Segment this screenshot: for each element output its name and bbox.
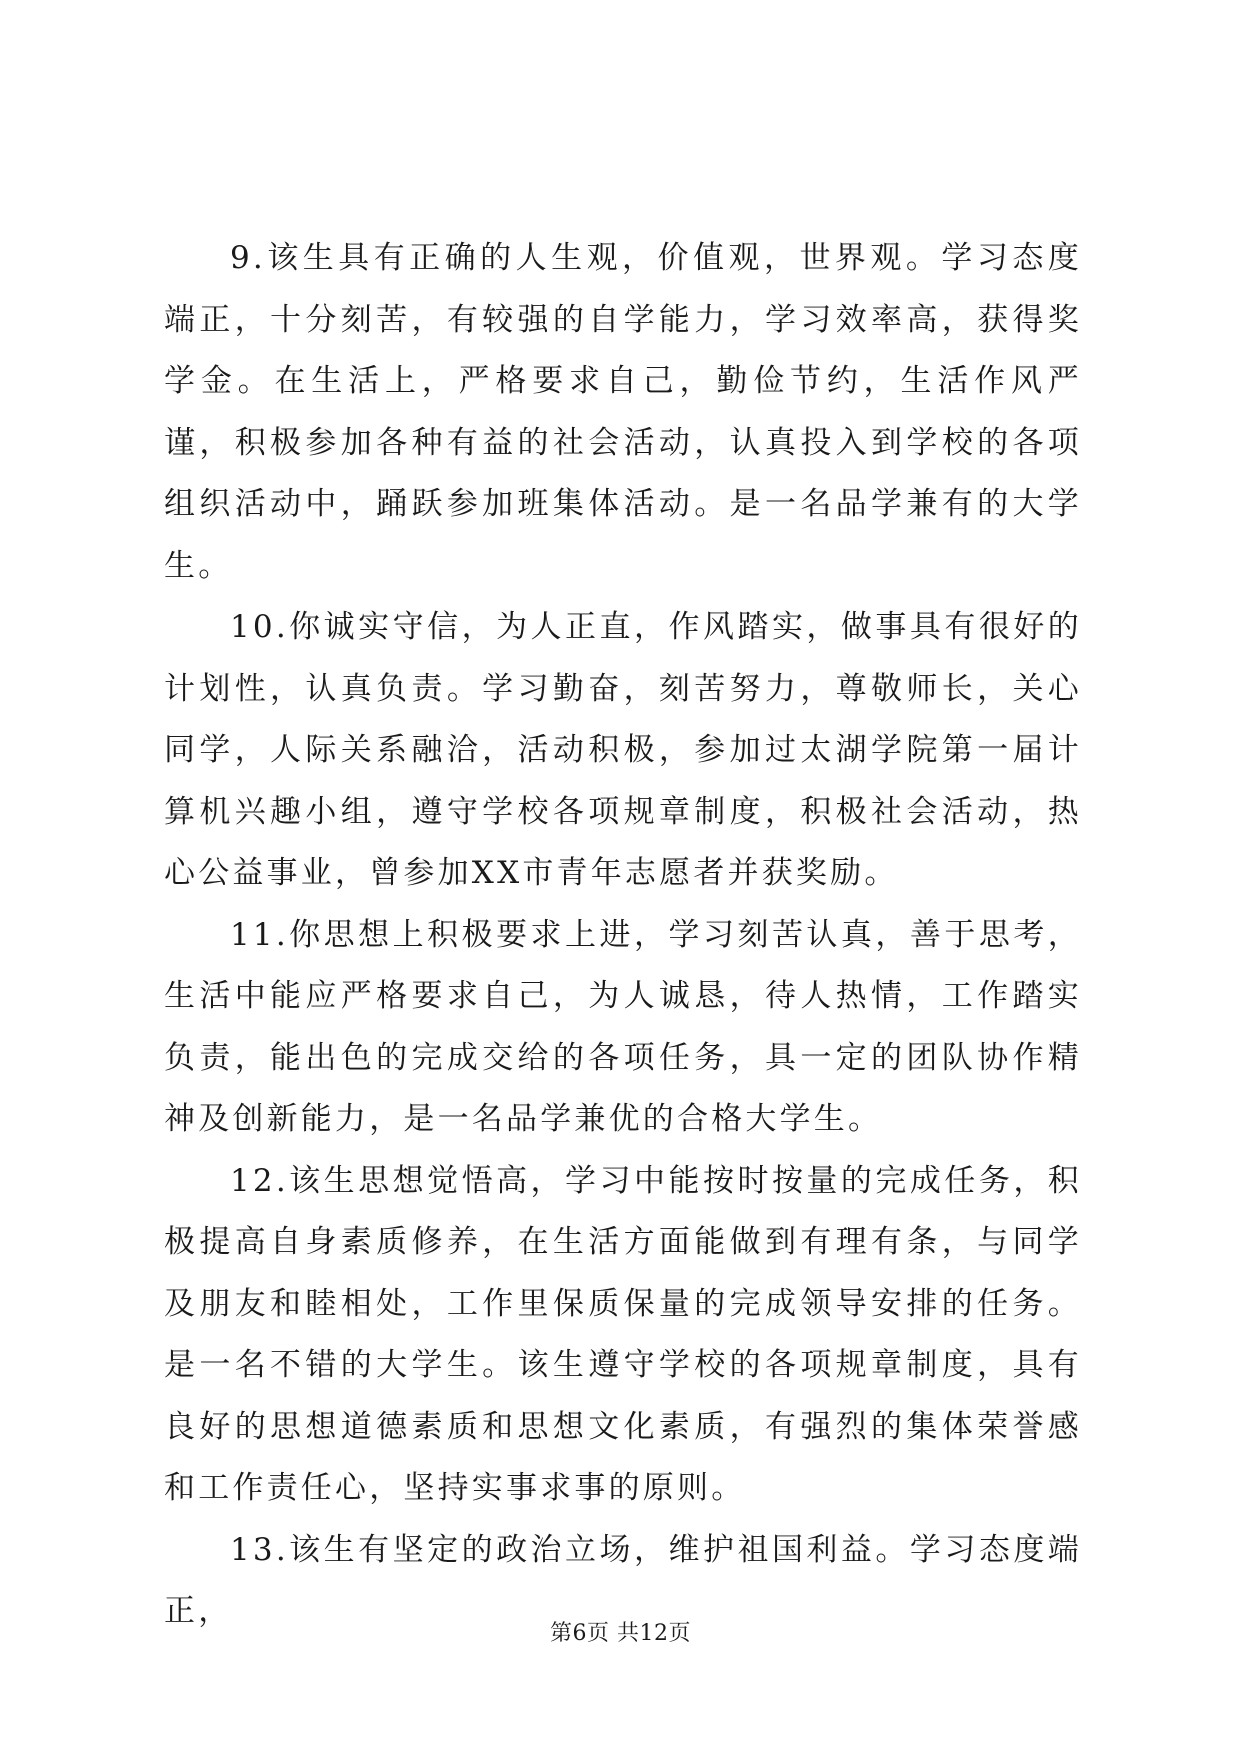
paragraph-9: 9.该生具有正确的人生观，价值观，世界观。学习态度端正，十分刻苦，有较强的自学能力，学习效率高，获得奖学金。在生活上，严格要求自己，勤俭节约，生活作风严谨，积极参加各种有益的社会活动，认真投入到学校的各项组织活动中，踊跃参加班集体活动。是一名品学兼有的大学生。 — [164, 240, 1082, 584]
paragraph-13: 13.该生有坚定的政治立场，维护祖国利益。学习态度端正， — [164, 1531, 1082, 1629]
document-body — [164, 228, 1082, 1643]
paragraph-11: 11.你思想上积极要求上进，学习刻苦认真，善于思考，生活中能应严格要求自己，为人诚恳，待人热情，工作踏实负责，能出色的完成交给的各项任务，具一定的团队协作精神及创新能力，是一名品学兼优的合格大学生。 — [164, 916, 1082, 1137]
paragraph-10: 10.你诚实守信，为人正直，作风踏实，做事具有很好的计划性，认真负责。学习勤奋，刻苦努力，尊敬师长，关心同学，人际关系融洽，活动积极，参加过太湖学院第一届计算机兴趣小组，遵守学校各项规章制度，积极社会活动，热心公益事业，曾参加XX市青年志愿者并获奖励。 — [164, 609, 1082, 891]
page-number-footer: 第6页 共12页 — [550, 1621, 691, 1646]
paragraph-12: 12.该生思想觉悟高，学习中能按时按量的完成任务，积极提高自身素质修养，在生活方面能做到有理有条，与同学及朋友和睦相处，工作里保质保量的完成领导安排的任务。是一名不错的大学生。该生遵守学校的各项规章制度，具有良好的思想道德素质和思想文化素质，有强烈的集体荣誉感和工作责任心，坚持实事求事的原则。 — [164, 1162, 1082, 1506]
